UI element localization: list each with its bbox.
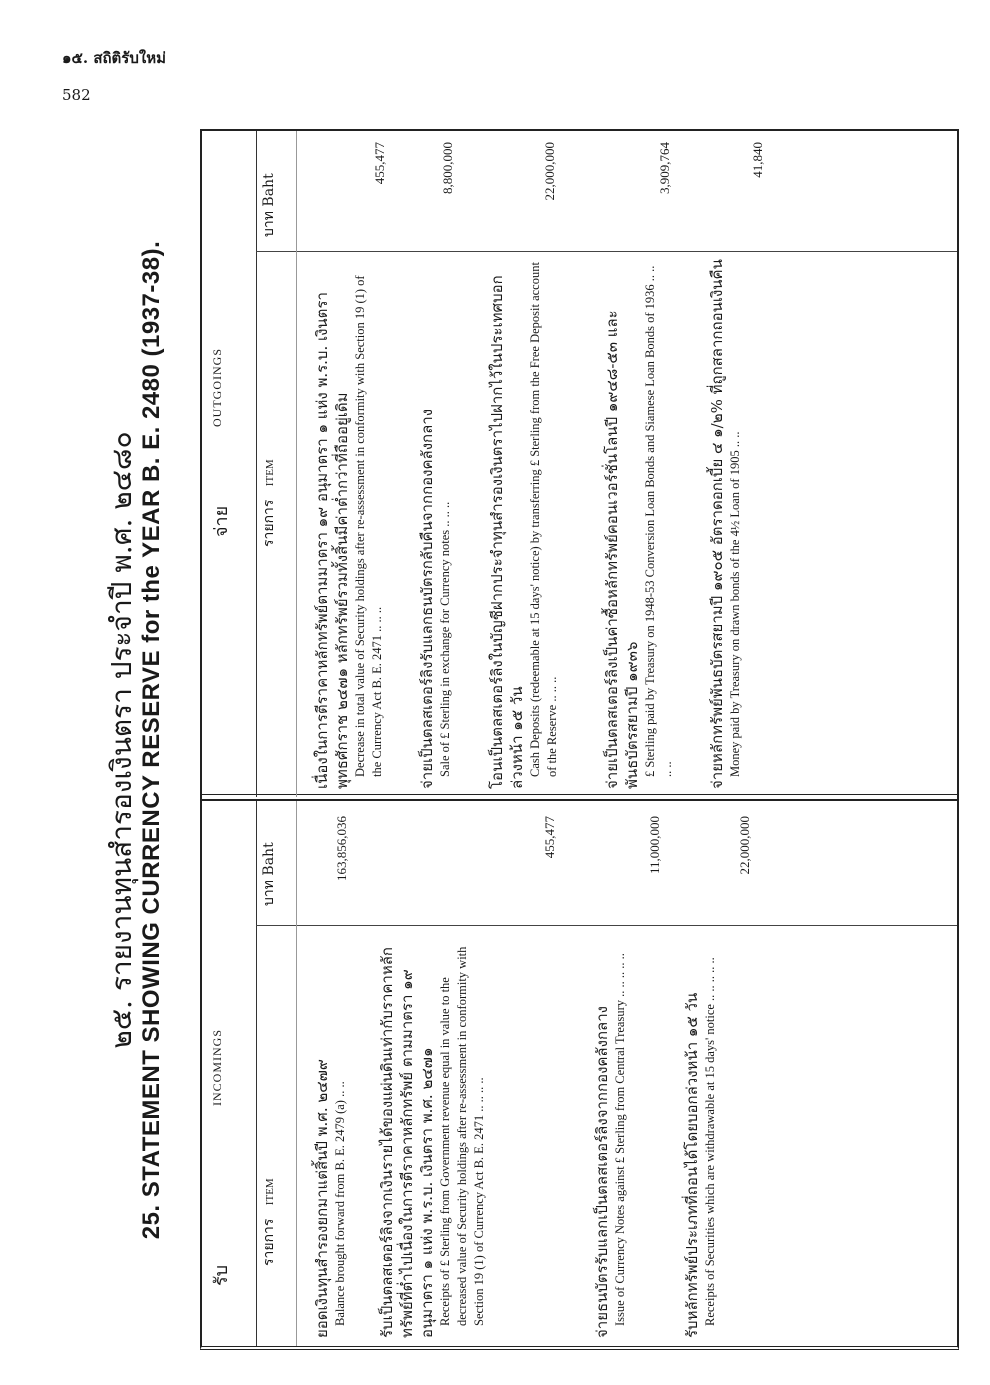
entry-english: Sale of £ Sterling in exchange for Currency notes .. .. .. <box>438 501 452 777</box>
incomings-item-english: ITEM <box>264 1178 276 1206</box>
outgoings-amount-column-header: บาท Baht <box>261 173 277 237</box>
incomings-amount: 455,477 <box>542 816 557 859</box>
incomings-entry <box>377 938 488 1338</box>
entry-thai: ยอดเงินทุนสำรองยกมาแต่สิ้นปี พ.ศ. ๒๔๗๙ <box>313 1059 331 1338</box>
outgoings-amount: 8,800,000 <box>440 142 455 194</box>
outgoings-entry <box>602 259 676 789</box>
incomings-section <box>202 801 957 1346</box>
outgoings-header-rule <box>296 131 297 797</box>
incomings-item-thai: รายการ <box>261 1218 277 1266</box>
incomings-heading-english: INCOMINGS <box>210 1028 224 1106</box>
entry-thai: โอนเป็นตลสเตอร์ลิงในบัญชีฝากประจำทุนสำรองเงินตราไปฝากไว้ในประเทศบอกล่วงหน้า ๑๕ วัน <box>488 275 526 789</box>
entry-thai: รับหลักทรัพย์ประเภทที่ถอนได้โดยบอกล่วงหน้า ๑๕ วัน <box>683 992 701 1338</box>
outgoings-heading-thai: จ่าย <box>211 505 232 537</box>
outgoings-amount: 3,909,764 <box>657 142 672 194</box>
entry-thai: เนื่องในการตีราคาหลักทรัพย์ตามมาตรา ๑๙ อนุมาตรา ๑ แห่ง พ.ร.บ. เงินตรา พุทธศักราช ๒๔๗๑ หลักทรัพย์รวมทั้งสิ้นมีค่าต่ำกว่าที่ถืออยู่เดิม <box>313 292 351 789</box>
incomings-header-rule <box>296 801 297 1346</box>
section-header: ๑๕. สถิติรับใหม่ <box>62 49 166 67</box>
entry-english: Decrease in total value of Security holdings after re-assessment in conformity with Section 19 (1) of the Currency Act B. E. 2471 .. .. .. <box>353 275 384 777</box>
incomings-amount-column-header: บาท Baht <box>261 842 277 906</box>
entry-english: Cash Deposits (redeemable at 15 days' notice) by transferring £ Sterling from the Free Deposit account of the Reserve .. .. .. <box>528 262 559 777</box>
entry-english: Issue of Currency Notes against £ Sterling from Central Treasury .. .. .. .. .. <box>613 953 627 1326</box>
entry-thai: จ่ายเป็นตลสเตอร์ลิงเป็นค่าซื้อหลักทรัพย์คอนเวอร์ชั่นโลนปี ๑๙๔๘-๕๓ และพันธบัตรสยามปี ๑๙๓๖ <box>603 310 641 789</box>
outgoings-section <box>202 131 957 797</box>
entry-thai: รับเป็นตลสเตอร์ลิงจากเงินรายได้ของแผ่นดินเท่ากับราคาหลักทรัพย์ที่ต่ำไปเนื่องในการตีราคาหลักทรัพย์ ตามมาตรา ๑๙ อนุมาตรา ๑ แห่ง พ.ร.บ. เงินตรา พ.ศ. ๒๔๗๑ <box>378 946 436 1338</box>
entry-english: Receipts of £ Sterling from Government revenue equal in value to the decreased value of Security holdings after re-assessment in conformity with Section 19 (1) of Currency Act B. E. 2471 .. .. .. .. <box>438 946 486 1326</box>
incomings-entry <box>682 938 719 1338</box>
outgoings-heading <box>202 131 257 797</box>
entry-english: Money paid by Treasury on drawn bonds of the 4½ Loan of 1905 .. .. <box>728 431 742 777</box>
entry-english: Balance brought forward from B. E. 2479 (a) .. .. <box>333 1081 347 1326</box>
outgoings-item-thai: รายการ <box>261 499 277 547</box>
outgoings-amount-divider <box>256 251 957 252</box>
page-number: 582 <box>62 86 91 104</box>
incomings-amount: 163,856,036 <box>334 816 349 881</box>
outgoings-entry <box>417 259 454 789</box>
incomings-entry <box>312 938 349 1338</box>
entry-english: Receipts of Securities which are withdrawable at 15 days' notice .. .. .. .. .. <box>703 957 717 1326</box>
outgoings-entry <box>487 259 561 789</box>
outgoings-amount: 455,477 <box>372 142 387 185</box>
outgoings-item-english: ITEM <box>264 459 276 487</box>
incomings-amount: 11,000,000 <box>647 816 662 875</box>
reserve-statement-table <box>200 129 959 1350</box>
entry-thai: จ่ายเป็นตลสเตอร์ลิงรับแลกธนบัตรกลับคืนจากกองคลังกลาง <box>418 408 436 789</box>
incomings-heading <box>202 801 257 1346</box>
incomings-heading-thai: รับ <box>211 1264 232 1286</box>
outgoings-entry <box>707 259 744 789</box>
entry-thai: จ่ายหลักทรัพย์พันธบัตรสยามปี ๑๙๐๕ อัตราดอกเบี้ย ๔ ๑/๒% ที่ถูกสลากถอนเงินคืน <box>708 259 726 789</box>
incomings-amount: 22,000,000 <box>737 816 752 875</box>
outgoings-amount: 22,000,000 <box>542 142 557 201</box>
incomings-item-column-header <box>258 1178 296 1266</box>
title-thai: ๒๕. รายงานทุนสำรองเงินตรา ประจำปี พ.ศ. ๒๔๘๐ <box>105 431 138 1049</box>
outgoings-amount: 41,840 <box>750 142 765 178</box>
outgoings-entry <box>312 259 386 789</box>
outgoings-heading-english: OUTGOINGS <box>210 348 224 427</box>
entry-english: £ Sterling paid by Treasury on 1948-53 Conversion Loan Bonds and Siamese Loan Bonds of 1936 .. .. .. .. <box>643 265 674 777</box>
incomings-entry <box>592 938 629 1338</box>
title-english: 25. STATEMENT SHOWING CURRENCY RESERVE for the YEAR B. E. 2480 (1937-38). <box>138 240 165 1240</box>
outgoings-item-column-header <box>258 459 296 547</box>
entry-thai: จ่ายธนบัตรรับแลกเป็นตลสเตอร์ลิงจากกองคลังกลาง <box>593 1006 611 1338</box>
incomings-amount-divider <box>256 925 957 926</box>
rotated-statement-sheet <box>90 120 990 1360</box>
